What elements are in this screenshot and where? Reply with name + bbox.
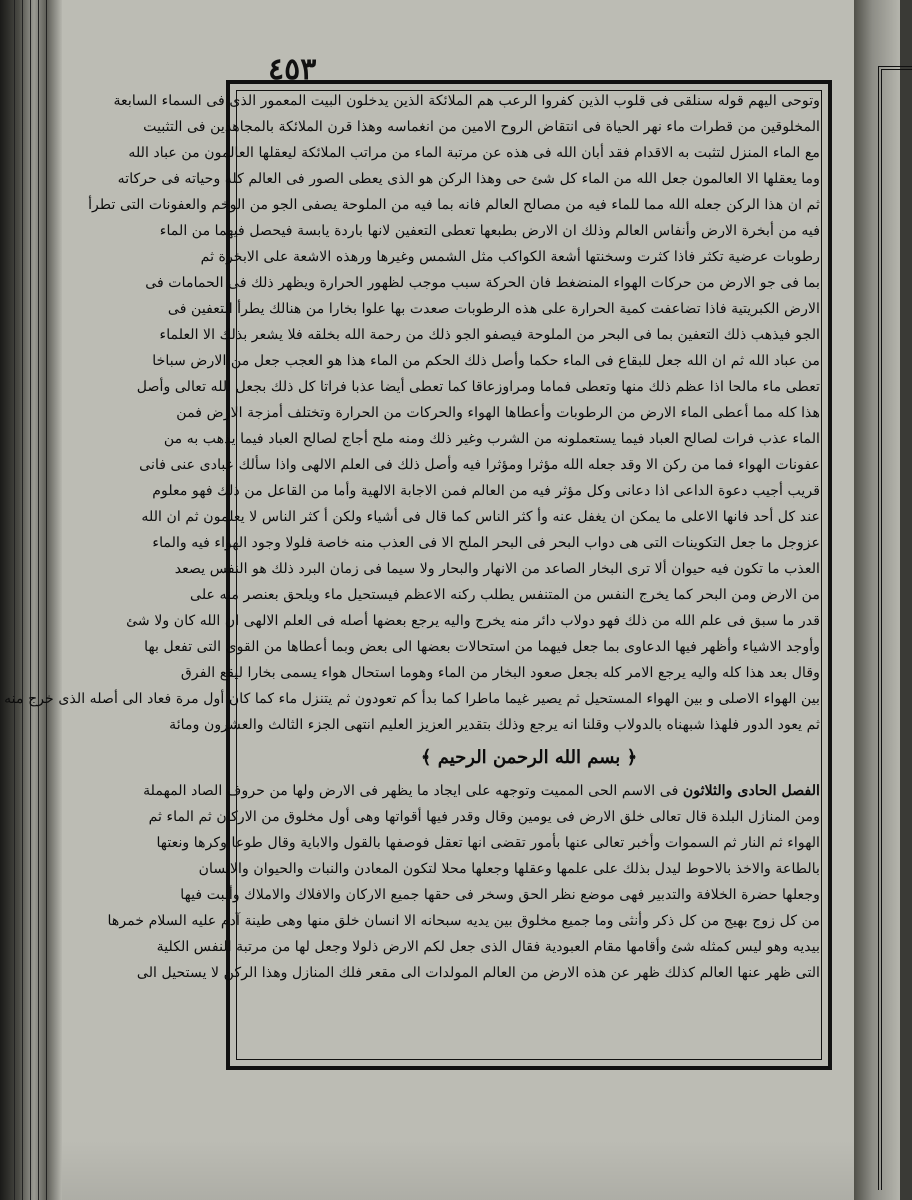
text-line: وقال بعد هذا كله واليه يرجع الامر كله بجعل صعود البخار من الماء وهوما استحال هواء يسمى بخارا ليقع الفرق — [180, 665, 820, 681]
text-line: الجو فيذهب ذلك التعفين بما فى البحر من الملوحة فيصفو الجو ذلك من رحمة الله بخلقه فلا يشعر بذلك الا العلماء — [159, 327, 820, 343]
text-line: بالطاعة والاخذ بالاحوط ليدل بذلك على علمها وعقلها وجعلها محلا لتكون المعادن والنبات والحيوان والانسان — [198, 861, 820, 877]
text-line: مع الماء المنزل لتثبت به الاقدام فقد أبان الله فى هذه عن مرتبة الماء من مراتب الملائكة ليعقلها العالمون من عباد الله — [128, 145, 820, 161]
text-line: العذب ما تكون فيه حيوان ألا ترى البخار الصاعد من الانهار والبحار ولا سيما فى زمان البرد ذلك هو النفس يصعد — [174, 561, 820, 577]
book-binding-edge — [0, 0, 62, 1200]
text-line: بين الهواء الاصلى و بين الهواء المستحيل ثم يصير غيما ماطرا كما بدأ كم تعودون ثم يتنزل ماء كما كان أول مرة فعاد الى أصله الذى خرج منه — [4, 691, 820, 707]
text-block — [4, 88, 820, 1062]
text-line: بيديه وهو ليس كمثله شئ وأقامها مقام العبودية فقال الذى جعل لكم الارض ذلولا وجعل لها من مرتبة النفس الكلية — [156, 939, 820, 955]
text-line: قريب أجيب دعوة الداعى اذا دعانى وكل مؤثر فيه من العالم فمن الاجابة الالهية وأما من القاعل من ذلك فهو معلوم — [152, 483, 820, 499]
text-line: من كل زوج بهيج من كل ذكر وأنثى وما جميع مخلوق بين يديه سبحانه الا انسان خلق منها وهى طينة آدم عليه السلام خمرها — [107, 913, 820, 929]
text-line: ثم يعود الدور فلهذا شبهناه بالدولاب وقلنا انه يرجع وذلك بتقدير العزيز العليم انتهى الجزء الثالث والعشرون ومائة — [169, 717, 820, 733]
text-line: عزوجل ما جعل التكوينات التى هى دواب البحر فى البحر الملح الا فى العذب منه خاصة فلولا وجود الهواء فيه والماء — [152, 535, 820, 551]
text-line: رطوبات عرضية تكثر فاذا كثرت وسخنتها أشعة الكواكب مثل الشمس وغيرها ورهذه الاشعة على الابخرة ثم — [200, 249, 820, 265]
chapter-first-line-text: فى الاسم الحى المميت وتوجهه على ايجاد ما يظهر فى الارض ولها من حروف الصاد المهملة — [143, 783, 679, 799]
text-line: وجعلها حضرة الخلافة والتدبير فهى موضع نظر الحق وسخر فى حقها جميع الاركان والافلاك والاملاك وأنبت فيها — [180, 887, 820, 903]
text-line: فيه من أبخرة الارض وأنفاس العالم وذلك ان الارض بطبعها تعطى التعفين لانها باردة يابسة فيحصل فيهما من الماء — [159, 223, 820, 239]
ornament-close: ﴾ — [420, 747, 432, 768]
basmala-text: بسم الله الرحمن الرحيم — [437, 747, 621, 768]
text-line: الارض الكبريتية فاذا تضاعفت كمية الحرارة على هذه الرطوبات صعدت بها علوا بخارا من هنالك يطرأ التعفين فى — [167, 301, 820, 317]
text-line: عفونات الهواء فما من ركن الا وقد جعله الله مؤثرا ومؤثرا فيه وأصل ذلك فى العلم الالهى واذا سألك عبادى عنى فانى — [139, 457, 820, 473]
text-frame — [4, 80, 832, 1070]
text-line: من عباد الله ثم ان الله جعل للبقاع فى الماء حكما وأصل ذلك الحكم من الماء هذا هو العجب جعل من الارض سباخا — [152, 353, 820, 369]
text-line: الهواء ثم النار ثم السموات وأخبر تعالى عنها بأمور تقضى انها تعقل فوصفها بالقول والاباية وقال طوعا وكرها ونعتها — [156, 835, 820, 851]
chapter-first-line — [143, 778, 820, 804]
chapter-heading: الفصل الحادى والثلاثون — [682, 783, 820, 799]
text-line: عند كل أحد فانها الاعلى ما يمكن ان يغفل عنه وأ كثر الناس كما قال فى أشياء ولكن أ كثر الناس لا يعلمون ثم ان الله — [141, 509, 820, 525]
text-line: من الارض ومن البحر كما يخرج النفس من المتنفس يطلب ركنه الاعظم فيستحيل ماء ويلحق بعنصر منه على — [190, 587, 820, 603]
text-line: الماء عذب فرات لصالح العباد فيما يستعملونه من الشرب وغير ذلك ومنه ملح أجاج لصالح العباد فيما يذهب به من — [163, 431, 820, 447]
text-line: وما يعقلها الا العالمون جعل الله من الماء كل شئ حى وهذا الركن هو الذى يعطى الصور فى العالم كله وحياته فى حركاته — [117, 171, 820, 187]
basmala-heading — [238, 738, 820, 778]
ornament-open: ﴿ — [626, 747, 638, 768]
text-line: وتوحى اليهم قوله سنلقى فى قلوب الذين كفروا الرعب هم الملائكة الذين يدخلون البيت المعمور الذى فى السماء السابعة — [113, 93, 820, 109]
text-line: هذا كله مما أعطى الماء الارض من الرطوبات وأعطاها الهواء والحركات من الحرارة وتختلف أمزجة الارض فمن — [176, 405, 820, 421]
text-line: وأوجد الاشياء وأظهر فيها الدعاوى بما جعل فيهما من استحالات بعضها الى بعض وبما أعطاها من القوى التى تفعل بها — [144, 639, 820, 655]
text-line: بما فى جو الارض من حركات الهواء المنضغط فان الحركة سبب موجب لظهور الحرارة ويظهر ذلك فى الحمامات فى — [145, 275, 820, 291]
text-line: تعطى ماء مالحا اذا عظم ذلك منها وتعطى فماما ومراوزعاقا كما تعطى أيضا عذبا فراتا كل ذلك بجعل الله تعالى وأصل — [136, 379, 820, 395]
section-one — [4, 88, 820, 738]
section-two — [107, 778, 820, 986]
text-line: التى ظهر عنها العالم كذلك ظهر عن هذه الارض من العالم المولدات الى مقعر فلك المنازل وهذا الركن لا يستحيل الى — [136, 965, 820, 981]
page-number: ٤٥٣ — [268, 52, 317, 87]
text-line: قدر ما سبق فى علم الله من ذلك فهو دولاب دائر منه يخرج واليه يرجع بعضها أصله فى العلم الالهى ان الله كان ولا شئ — [126, 613, 820, 629]
text-line: المخلوقين من قطرات ماء نهر الحياة فى انتقاض الروح الامين من انغماسه وهذا قرن الملائكة بالمجاهدين فى التثبيت — [143, 119, 820, 135]
facing-page-frame — [878, 66, 912, 1190]
page-shadow — [62, 1140, 854, 1200]
text-line: ثم ان هذا الركن جعله الله مما للماء فيه من مصالح العالم فانه بما فيه من الملوحة يصفى الجو من الوخم والعفونات التى تطرأ — [88, 197, 820, 213]
text-line: ومن المنازل البلدة قال تعالى خلق الارض فى يومين وقال وقدر فيها أقواتها وهى أول مخلوق من الاركان ثم الماء ثم — [148, 809, 820, 825]
